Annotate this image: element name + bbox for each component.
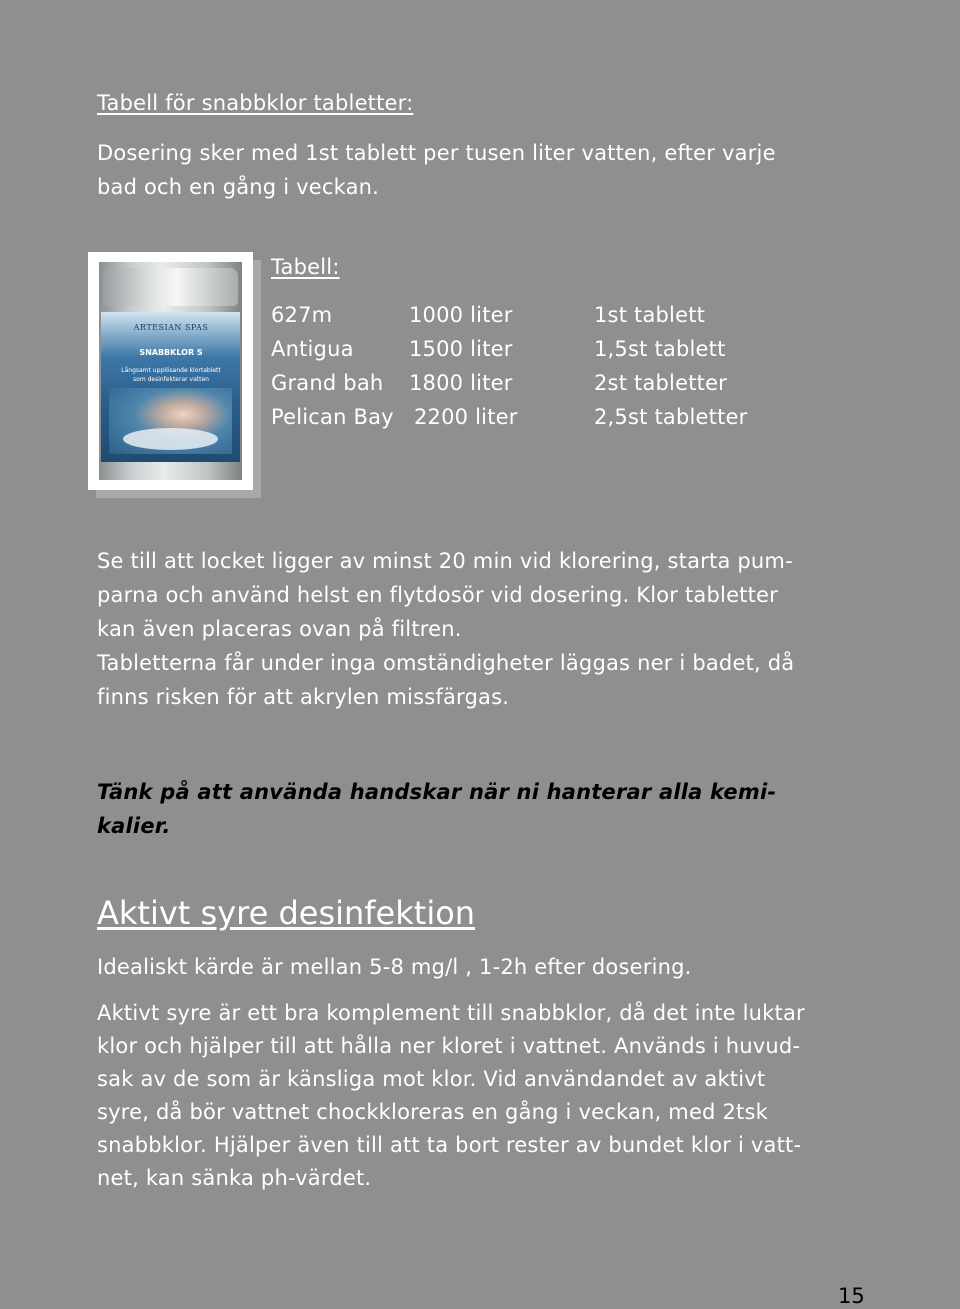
table-title: Tabell: — [271, 255, 340, 279]
tablet-warning-paragraph — [97, 646, 897, 714]
text-line: Aktivt syre är ett bra komplement till snabbklor, då det inte luktar — [97, 1001, 805, 1025]
section-title-quick-chlorine: Tabell för snabbklor tabletter: — [97, 91, 414, 115]
text-line: finns risken för att akrylen missfärgas. — [97, 685, 510, 709]
jar-lid — [103, 268, 238, 306]
brand-logo: ARTESIAN SPAS — [133, 323, 209, 332]
bathtub-shape — [123, 428, 218, 450]
product-name: SNABBKLOR S — [139, 348, 203, 357]
text-line: snabbklor. Hjälper även till att ta bort rester av bundet klor i vatt- — [97, 1133, 802, 1157]
cell-dose: 2,5st tabletter — [594, 405, 748, 429]
cell-model: Antigua — [271, 337, 354, 361]
cell-volume: 1000 liter — [409, 303, 513, 327]
cell-model: 627m — [271, 303, 333, 327]
jar-label — [101, 312, 240, 462]
desc-line: som desinfekterar vatten — [133, 376, 209, 383]
text-line: net, kan sänka ph-värdet. — [97, 1166, 372, 1190]
desc-line: Långsamt upplösande klortablett — [121, 367, 221, 374]
text-line: parna och använd helst en flytdosör vid dosering. Klor tabletter — [97, 583, 779, 607]
text-line: bad och en gång i veckan. — [97, 175, 380, 199]
cell-volume: 2200 liter — [414, 405, 518, 429]
cell-dose: 1st tablett — [594, 303, 706, 327]
text-line: kalier. — [97, 814, 171, 838]
cell-volume: 1500 liter — [409, 337, 513, 361]
product-description — [111, 366, 231, 384]
text-line: Tabletterna får under inga omständigheter läggas ner i badet, då — [97, 651, 795, 675]
cell-dose: 2st tabletter — [594, 371, 728, 395]
text-line: syre, då bör vattnet chockkloreras en gång i veckan, med 2tsk — [97, 1100, 768, 1124]
chlorine-jar-image — [99, 262, 242, 480]
product-photo — [88, 252, 253, 490]
text-line: Dosering sker med 1st tablett per tusen liter vatten, efter varje — [97, 141, 776, 165]
text-line: kan även placeras ovan på filtren. — [97, 617, 462, 641]
cell-dose: 1,5st tablett — [594, 337, 726, 361]
gloves-warning — [97, 775, 897, 843]
cell-model: Grand bah — [271, 371, 384, 395]
text-line: Tänk på att använda handskar när ni hanterar alla kemi- — [97, 780, 777, 804]
ideal-level-text: Idealiskt kärde är mellan 5-8 mg/l , 1-2h efter dosering. — [97, 955, 692, 979]
active-oxygen-paragraph — [97, 997, 897, 1195]
cell-model: Pelican Bay — [271, 405, 394, 429]
page-number: 15 — [838, 1284, 865, 1308]
text-line: klor och hjälper till att hålla ner kloret i vattnet. Används i huvud- — [97, 1034, 801, 1058]
section-title-active-oxygen: Aktivt syre desinfektion — [97, 894, 476, 932]
cell-volume: 1800 liter — [409, 371, 513, 395]
lid-instructions-paragraph — [97, 544, 897, 646]
intro-paragraph — [97, 136, 897, 204]
text-line: sak av de som är känsliga mot klor. Vid användandet av aktivt — [97, 1067, 766, 1091]
text-line: Se till att locket ligger av minst 20 min vid klorering, starta pum- — [97, 549, 793, 573]
spa-scene-illustration — [109, 388, 232, 454]
